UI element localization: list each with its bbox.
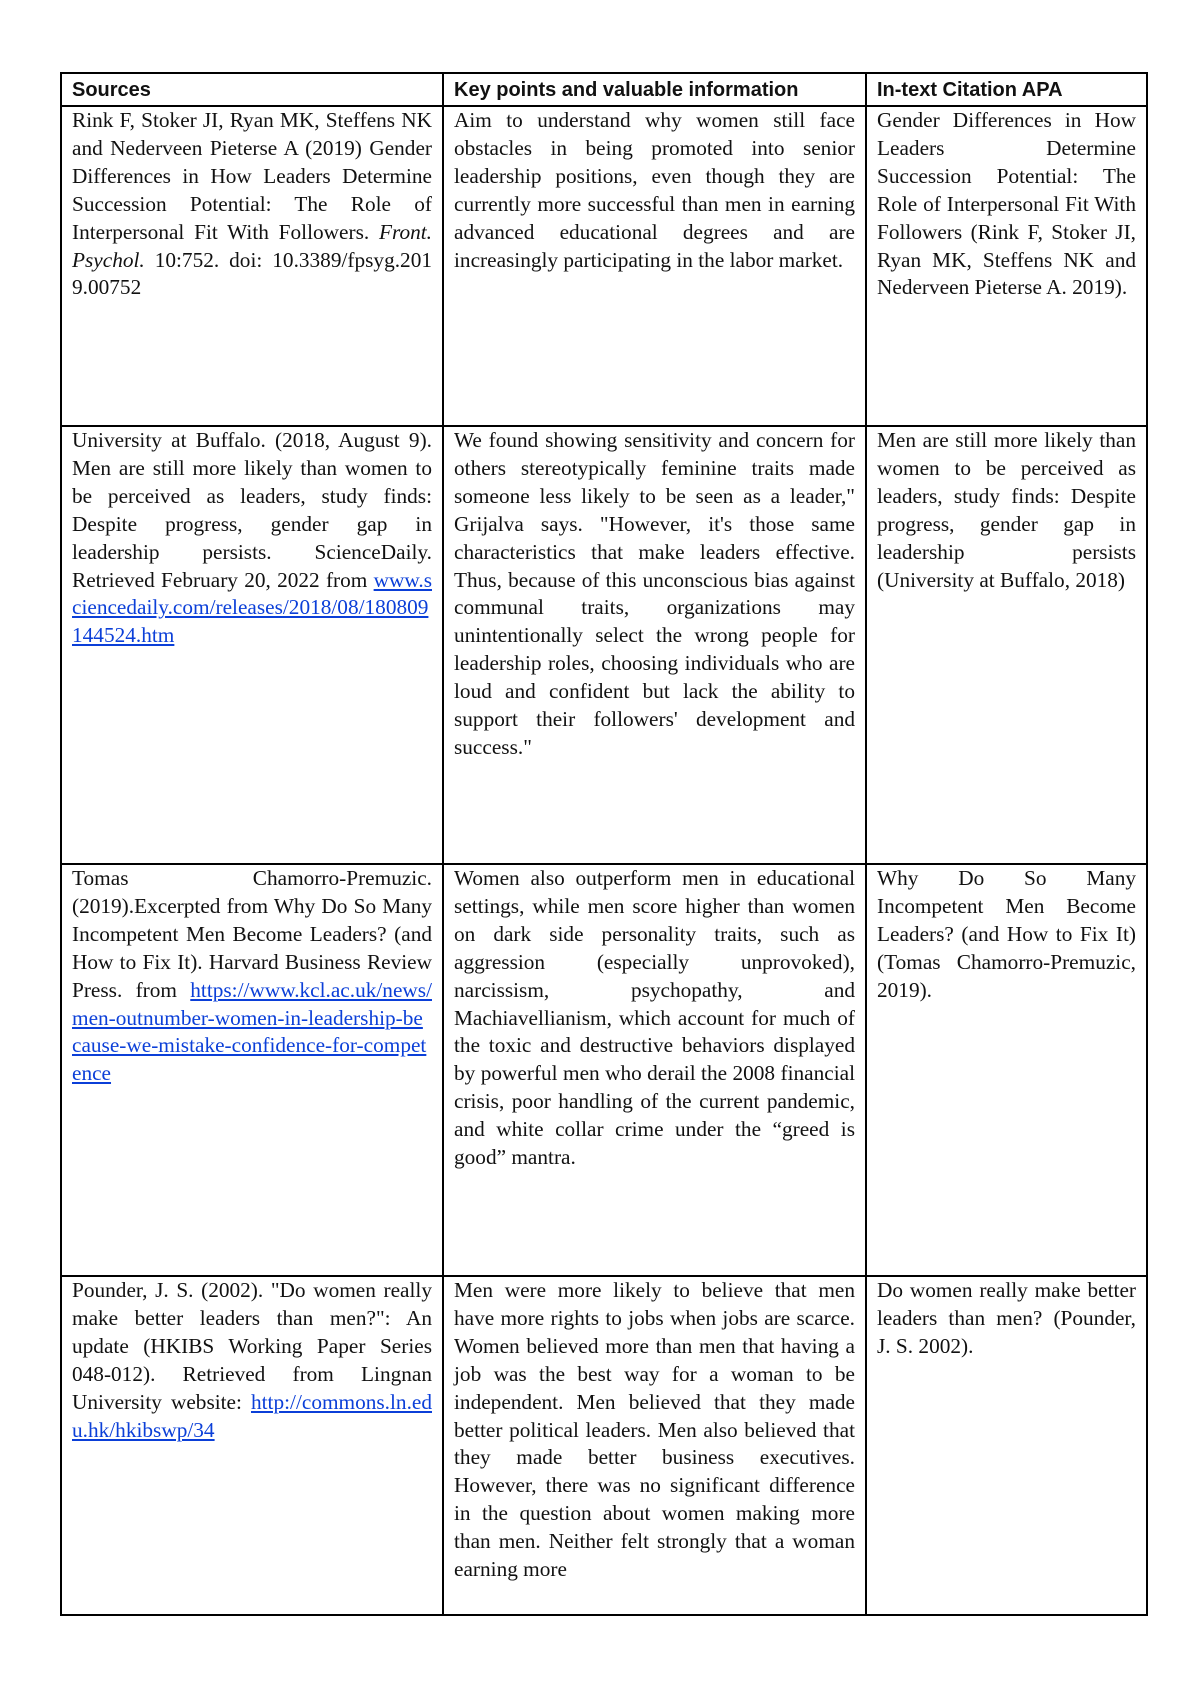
source-text: Rink F, Stoker JI, Ryan MK, Steffens NK and Nederveen Pieterse A (2019) Gender Differences in How Leaders Determine Succession Potential: The Role of Interpersonal Fit With Followers. (72, 108, 432, 244)
key-points-cell: We found showing sensitivity and concern for others stereotypically feminine traits made someone less likely to be seen as a leader," Grijalva says. "However, it's those same characteristics that make leaders effective. Thus, because of this unconscious bias against communal traits, organizations may unintentionally select the wrong people for leadership roles, choosing individuals who are loud and confident but lack the ability to support their followers' development and success." (443, 426, 866, 864)
header-sources: Sources (61, 73, 443, 106)
table-row (61, 1276, 1147, 1615)
source-cell (61, 864, 443, 1276)
source-text: Tomas Chamorro-Premuzic. (2019).Excerpted from Why Do So Many Incompetent Men Become Leaders? (and How to Fix It). Harvard Business Review Press. from (72, 866, 432, 1002)
citation-cell: Gender Differences in How Leaders Determine Succession Potential: The Role of Interpersonal Fit With Followers (Rink F, Stoker JI, Ryan MK, Steffens NK and Nederveen Pieterse A. 2019). (866, 106, 1147, 426)
citation-cell: Do women really make better leaders than men? (Pounder, J. S. 2002). (866, 1276, 1147, 1615)
table-row (61, 106, 1147, 426)
table-row (61, 426, 1147, 864)
header-citation: In-text Citation APA (866, 73, 1147, 106)
source-link[interactable]: http://commons.ln.edu.hk/hkibswp/34 (72, 1389, 432, 1442)
key-points-cell: Aim to understand why women still face obstacles in being promoted into senior leadership positions, even though they are currently more successful than men in earning advanced educational degrees and are increasingly participating in the labor market. (443, 106, 866, 426)
source-text: University at Buffalo. (2018, August 9). Men are still more likely than women to be perceived as leaders, study finds: Despite progress, gender gap in leadership persists. ScienceDaily. Retrieved February 20, 2022 from (72, 428, 432, 592)
citation-cell: Why Do So Many Incompetent Men Become Leaders? (and How to Fix It) (Tomas Chamorro-Premuzic, 2019). (866, 864, 1147, 1276)
table-row (61, 864, 1147, 1276)
source-text: Pounder, J. S. (2002). "Do women really make better leaders than men?": An update (HKIBS Working Paper Series 048-012). Retrieved from Lingnan University website: (72, 1278, 432, 1414)
sources-table (60, 72, 1148, 1616)
citation-cell: Men are still more likely than women to be perceived as leaders, study finds: Despite progress, gender gap in leadership persists (University at Buffalo, 2018) (866, 426, 1147, 864)
source-cell (61, 1276, 443, 1615)
source-link[interactable]: https://www.kcl.ac.uk/news/men-outnumber-women-in-leadership-because-we-mistake-confidence-for-competence (72, 977, 432, 1086)
key-points-cell: Men were more likely to believe that men have more rights to jobs when jobs are scarce. Women believed more than men that having a job was the best way for a woman to be independent. Men believed that they made better political leaders. Men also believed that they made better business executives. However, there was no significant difference in the question about women making more than men. Neither felt strongly that a woman earning more (443, 1276, 866, 1615)
header-key-points: Key points and valuable information (443, 73, 866, 106)
table-header-row (61, 73, 1147, 106)
source-cell (61, 426, 443, 864)
source-text-tail: 10:752. doi: (144, 247, 273, 272)
source-cell (61, 106, 443, 426)
doi-text: 10.3389/fpsyg.2019.00752 (72, 247, 432, 300)
source-link[interactable]: www.sciencedaily.com/releases/2018/08/180809144524.htm (72, 567, 432, 648)
key-points-cell: Women also outperform men in educational settings, while men score higher than women on dark side personality traits, such as aggression (especially unprovoked), narcissism, psychopathy, and Machiavellianism, which account for much of the toxic and destructive behaviors displayed by powerful men who derail the 2008 financial crisis, poor handling of the current pandemic, and white collar crime under the “greed is good” mantra. (443, 864, 866, 1276)
journal-name: Front. Psychol. (72, 219, 432, 272)
